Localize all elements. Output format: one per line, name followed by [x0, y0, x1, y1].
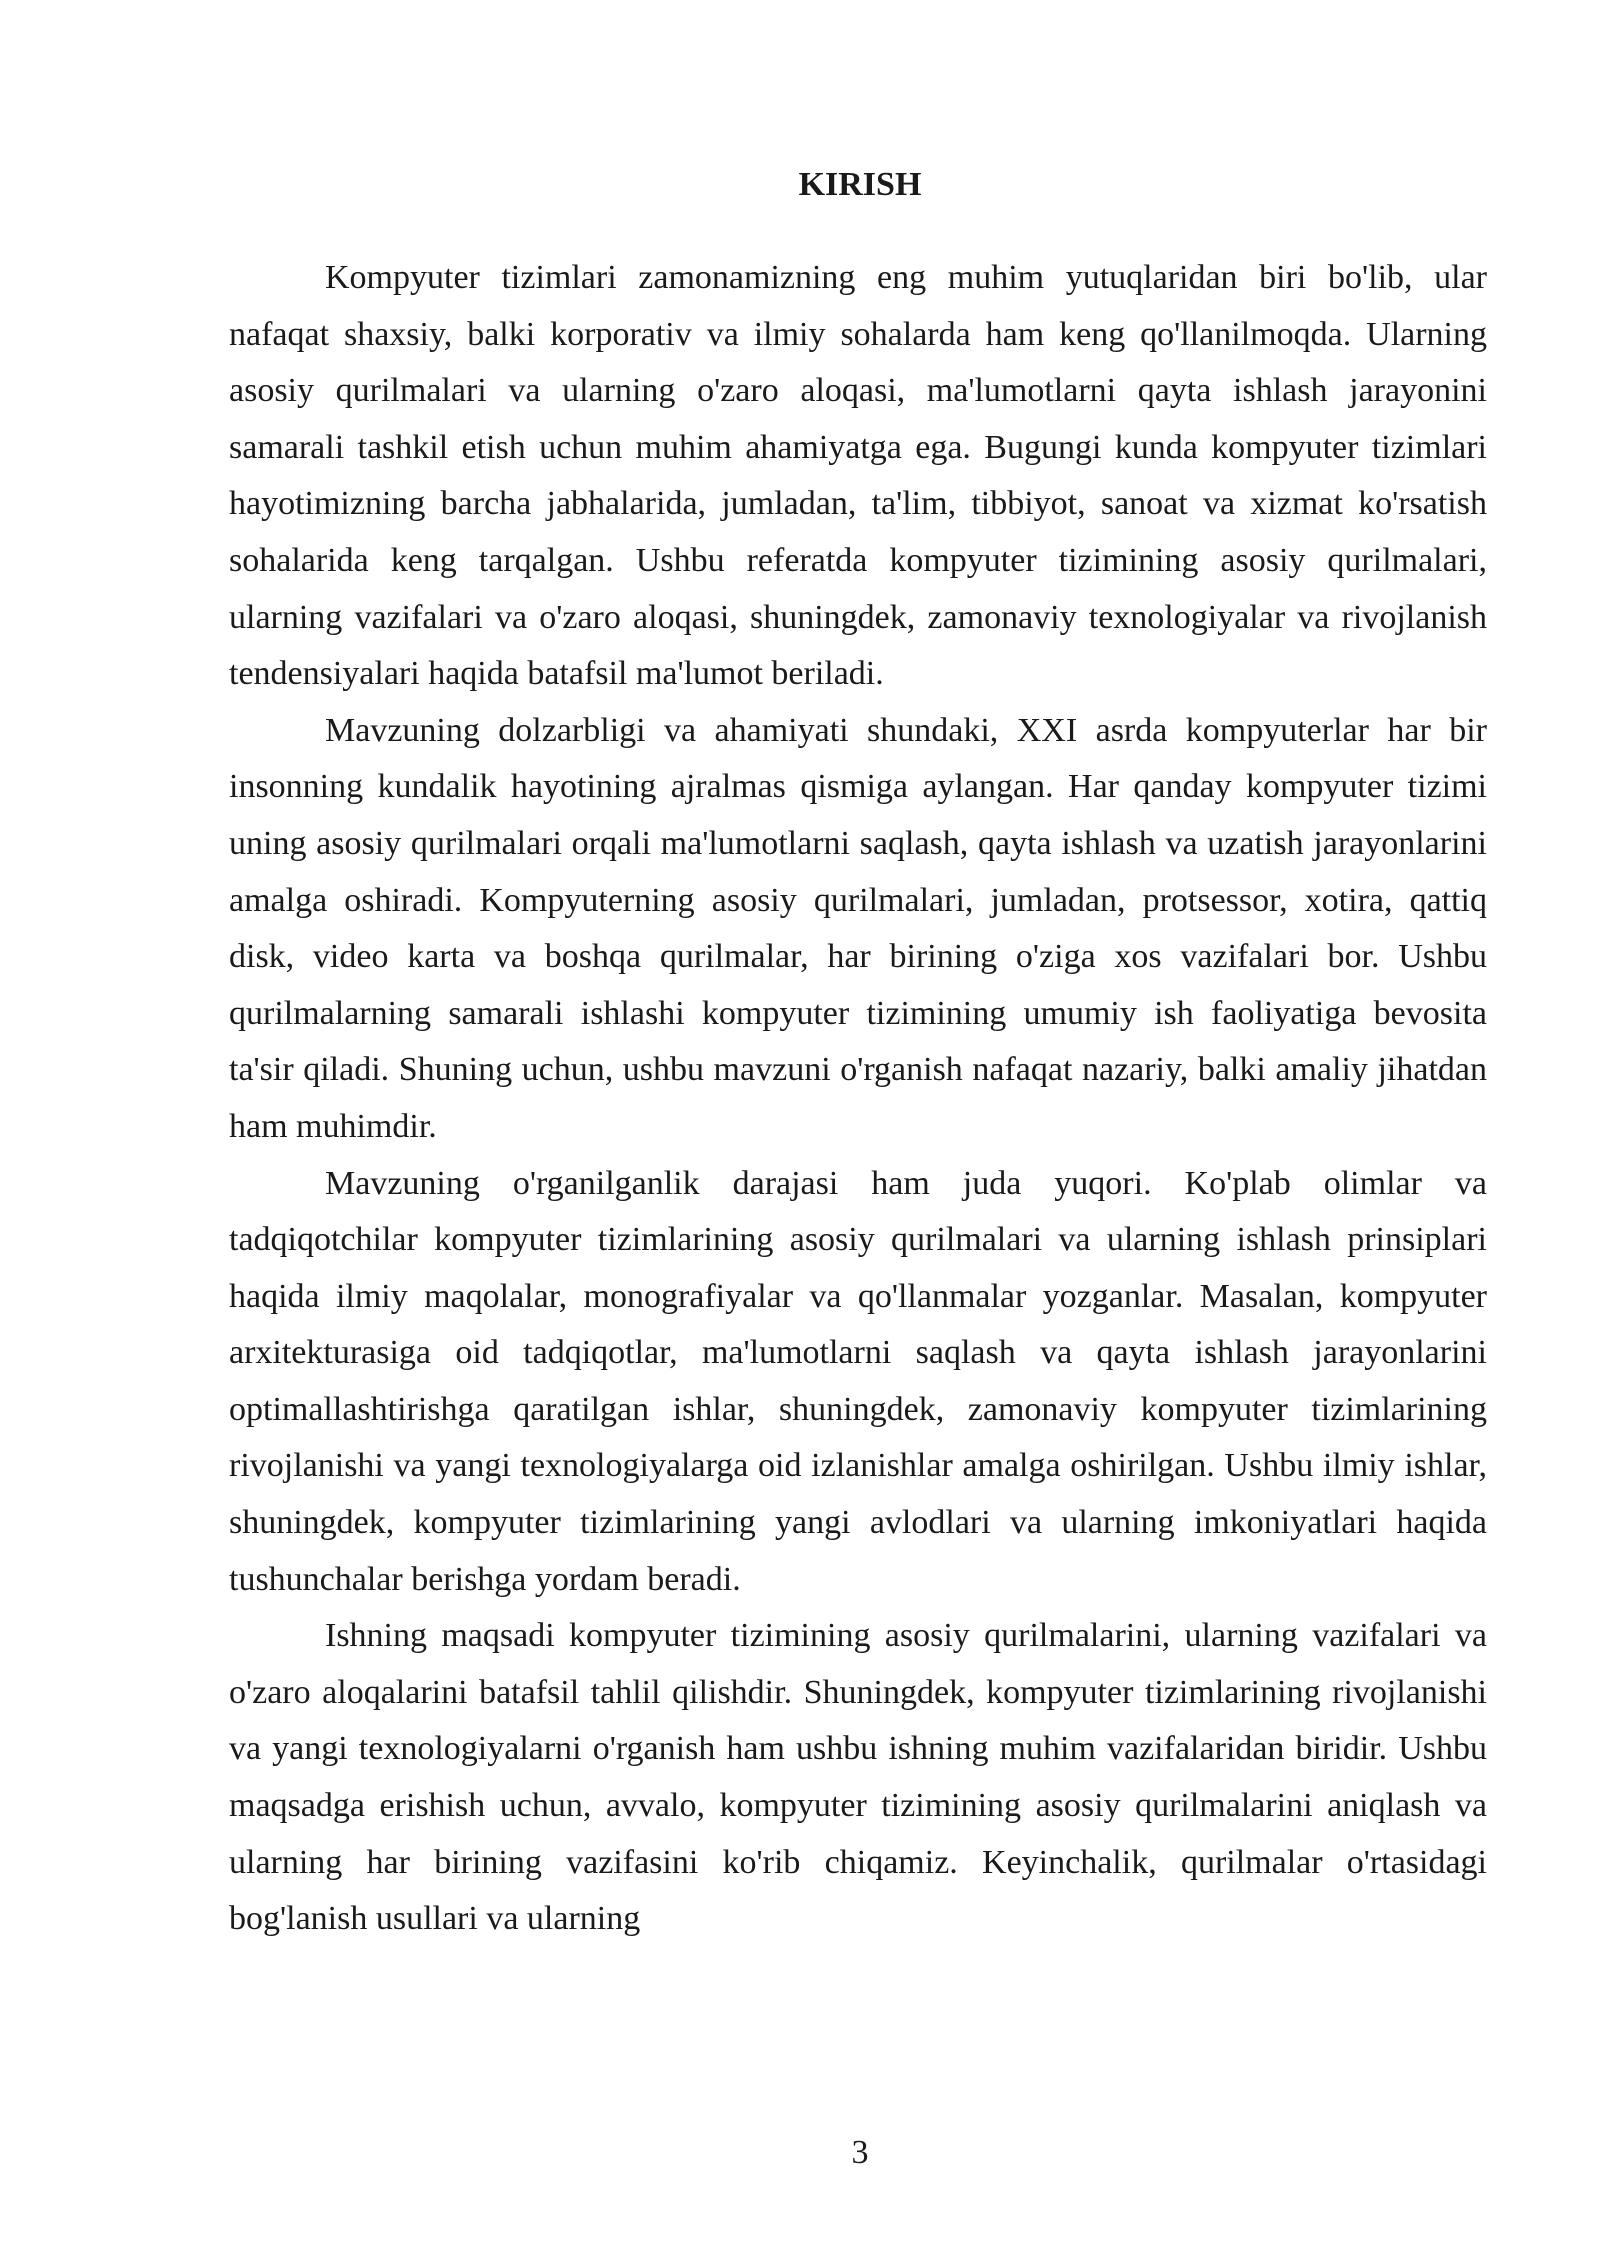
paragraph-goal: Ishning maqsadi kompyuter tizimining asosiy qurilmalarini, ularning vazifalari va o'zaro aloqalarini batafsil tahlil qilishdir. Shuningdek, kompyuter tizimlarining rivojlanishi va yangi texnologiyalarni o'rganish ham ushbu ishning muhim vazifalaridan biridir. Ushbu maqsadga erishish uchun, avvalo, kompyuter tizimining asosiy qurilmalarini aniqlash va ularning har birining vazifasini ko'rib chiqamiz. Keyinchalik, qurilmalar o'rtasidagi bog'lanish usullari va ularning	[229, 1617, 1487, 1938]
body-text	[229, 250, 1487, 1948]
page-title: KIRISH	[798, 166, 922, 203]
page-number: 3	[851, 2134, 869, 2171]
paragraph-relevance: Mavzuning dolzarbligi va ahamiyati shundaki, XXI asrda kompyuterlar har bir insonning kundalik hayotining ajralmas qismiga aylangan. Har qanday kompyuter tizimi uning asosiy qurilmalari orqali ma'lumotlarni saqlash, qayta ishlash va uzatish jarayonlarini amalga oshiradi. Kompyuterning asosiy qurilmalari, jumladan, protsessor, xotira, qattiq disk, video karta va boshqa qurilmalar, har birining o'ziga xos vazifalari bor. Ushbu qurilmalarning samarali ishlashi kompyuter tizimining umumiy ish faoliyatiga bevosita ta'sir qiladi. Shuning uchun, ushbu mavzuni o'rganish nafaqat nazariy, balki amaliy jihatdan ham muhimdir.	[229, 711, 1487, 1145]
paragraph-introduction: Kompyuter tizimlari zamonamizning eng muhim yutuqlaridan biri bo'lib, ular nafaqat shaxsiy, balki korporativ va ilmiy sohalarda ham keng qo'llanilmoqda. Ularning asosiy qurilmalari va ularning o'zaro aloqasi, ma'lumotlarni qayta ishlash jarayonini samarali tashkil etish uchun muhim ahamiyatga ega. Bugungi kunda kompyuter tizimlari hayotimizning barcha jabhalarida, jumladan, ta'lim, tibbiyot, sanoat va xizmat ko'rsatish sohalarida keng tarqalgan. Ushbu referatda kompyuter tizimining asosiy qurilmalari, ularning vazifalari va o'zaro aloqasi, shuningdek, zamonaviy texnologiyalar va rivojlanish tendensiyalari haqida batafsil ma'lumot beriladi.	[229, 259, 1487, 693]
paragraph-research-degree: Mavzuning o'rganilganlik darajasi ham juda yuqori. Ko'plab olimlar va tadqiqotchilar kompyuter tizimlarining asosiy qurilmalari va ularning ishlash prinsiplari haqida ilmiy maqolalar, monografiyalar va qo'llanmalar yozganlar. Masalan, kompyuter arxitekturasiga oid tadqiqotlar, ma'lumotlarni saqlash va qayta ishlash jarayonlarini optimallashtirishga qaratilgan ishlar, shuningdek, zamonaviy kompyuter tizimlarining rivojlanishi va yangi texnologiyalarga oid izlanishlar amalga oshirilgan. Ushbu ilmiy ishlar, shuningdek, kompyuter tizimlarining yangi avlodlari va ularning imkoniyatlari haqida tushunchalar berishga yordam beradi.	[229, 1164, 1487, 1598]
